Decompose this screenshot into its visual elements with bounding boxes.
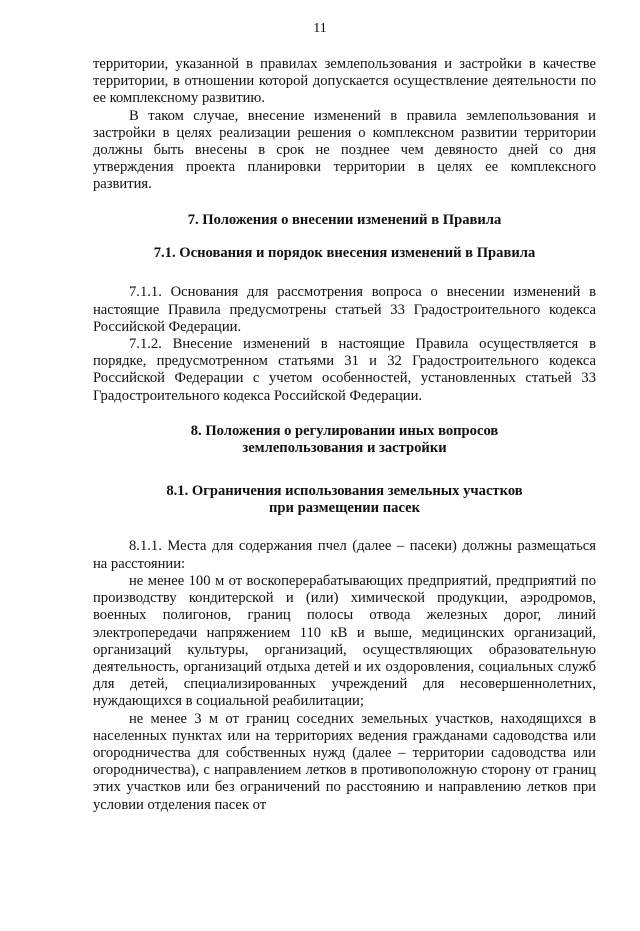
clause-7-1-2: 7.1.2. Внесение изменений в настоящие Правила осуществляется в порядке, предусмотренном статьями 31 и 32 Градостроительного кодекса Российской Федерации с учетом особенностей, установленных статьей 33 Градостроительного кодекса Российской Федерации.	[93, 336, 596, 404]
page-number: 11	[313, 21, 327, 36]
clause-8-1-1: 8.1.1. Места для содержания пчел (далее – пасеки) должны размещаться на расстоянии:	[93, 538, 596, 572]
document-body	[93, 56, 596, 814]
paragraph-deadline: В таком случае, внесение изменений в правила землепользования и застройки в целях реализации решения о комплексном развитии территории должны быть внесены в срок не позднее чем девяносто дней со дня утверждения проекта планировки территории в целях ее комплексного развития.	[93, 107, 596, 193]
section-7-1-heading: 7.1. Основания и порядок внесения изменений в Правила	[153, 245, 536, 262]
section-8-1-heading-line1: 8.1. Ограничения использования земельных участков	[166, 482, 523, 499]
clause-7-1-1: 7.1.1. Основания для рассмотрения вопроса о внесении изменений в настоящие Правила предусмотрены статьей 33 Градостроительного кодекса Российской Федерации.	[93, 284, 596, 335]
section-8-heading	[93, 423, 596, 458]
section-7-heading: 7. Положения о внесении изменений в Правила	[187, 211, 502, 228]
paragraph-continuation: территории, указанной в правилах землепользования и застройки в качестве территории, в отношении которой допускается осуществление деятельности по ее комплексному развитию.	[93, 56, 596, 107]
distance-100m-paragraph: не менее 100 м от воскоперерабатывающих предприятий, предприятий по производству кондитерской и (или) химической продукции, аэродромов, военных полигонов, границ полосы отвода железных дорог, линий электропередачи напряжением 110 кВ и выше, медицинских организаций, организаций культуры, организаций, осуществляющих образовательную деятельность, организаций отдыха детей и их оздоровления, социальных служб для детей, специализированных учреждений для несовершеннолетних, нуждающихся в социальной реабилитации;	[93, 572, 596, 710]
section-8-heading-line1: 8. Положения о регулировании иных вопросов	[190, 422, 499, 439]
section-8-1-heading	[93, 483, 596, 518]
section-8-1-heading-line2: при размещении пасек	[269, 500, 420, 517]
distance-3m-paragraph: не менее 3 м от границ соседних земельных участков, находящихся в населенных пунктах или на территориях ведения гражданами садоводства или огородничества для собственных нужд (далее – территории садоводства или огородничества), с направлением летков в противоположную сторону от границ этих участков или без ограничений по расстоянию и направлению летков при условии отделения пасек от	[93, 710, 596, 813]
section-8-heading-line2: землепользования и застройки	[242, 440, 447, 457]
